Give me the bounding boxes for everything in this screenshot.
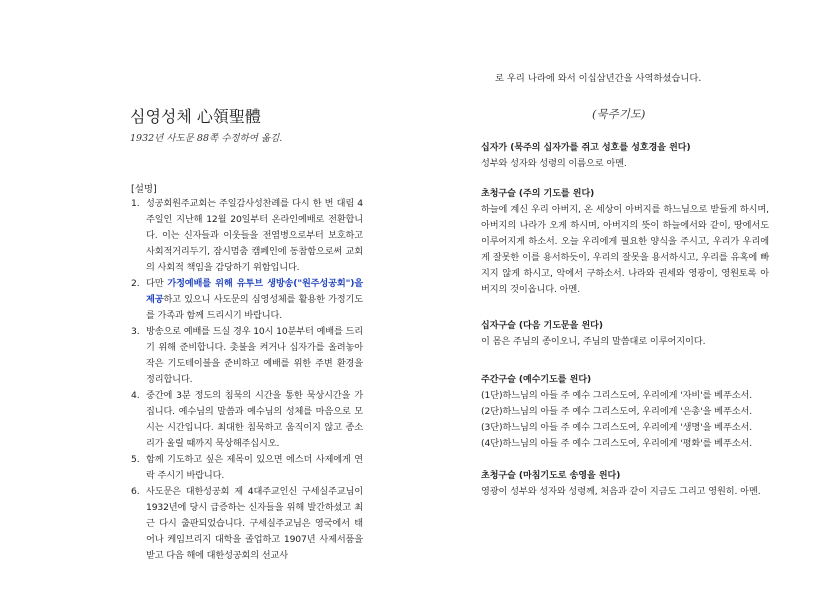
prayer-block-invitatory-1 — [481, 186, 769, 298]
explanation-list — [131, 196, 363, 564]
list-item: 5. 함께 기도하고 싶은 제목이 있으면 에스더 사제에게 연락 주시기 바랍니다. — [131, 454, 363, 481]
list-item: 2. 다만 가정예배를 위해 유투브 생방송("원주성공회")을 제공하고 있으니 사도문의 심영성체를 활용한 가정기도를 가족과 함께 드리시기 바랍니다. — [131, 278, 363, 321]
prayer-block-cross — [481, 140, 769, 172]
prayer-block-invitatory-2 — [481, 468, 769, 500]
block-text: (4단)하느님의 아들 주 예수 그리스도여, 우리에게 '평화'를 베푸소서. — [481, 438, 753, 449]
block-heading: 십자가 (묵주의 십자가를 쥐고 성호를 성호경을 읜다) — [481, 143, 691, 153]
section-heading: [설명] — [131, 184, 157, 195]
block-text: (2단)하느님의 아들 주 예수 그리스도여, 우리에게 '은총'을 베푸소서. — [481, 406, 753, 417]
prayer-block-weeks — [481, 372, 769, 452]
block-heading: 초청구슬 (주의 기도를 읜다) — [481, 189, 595, 199]
block-text: (1단)하느님의 아들 주 예수 그리스도여, 우리에게 '자비'를 베푸소서. — [481, 390, 753, 401]
prayer-block-cruciform — [481, 318, 769, 350]
block-heading: 주간구슬 (예수기도를 읜다) — [481, 375, 592, 385]
highlighted-text: 가정예배를 위해 유투브 생방송("원주성공회")을 제공 — [146, 278, 363, 305]
block-heading: 십자구슬 (다음 기도문을 읜다) — [481, 321, 603, 331]
page-subtitle: 1932년 사도문 88쪽 수정하여 옮김. — [130, 133, 283, 144]
block-text: 성부와 성자와 성령의 이름으로 아멘. — [481, 158, 627, 169]
list-item: 1. 성공회원주교회는 주일감사성찬례를 다시 한 번 대림 4주일인 지난해 12월 20일부터 온라인예배로 전환합니다. 이는 신자들과 이웃들을 전염병으로부터 보호하고 사회적거리두기, 잠시멈춤 캠페인에 동참함으로써 교회의 사회적 책임을 감당하기 위함입니다. — [131, 198, 363, 273]
block-text: 하늘에 계신 우리 아버지, 온 세상이 아버지를 하느님으로 받들게 하시며, 아버지의 나라가 오게 하시며, 아버지의 뜻이 하늘에서와 같이, 땅에서도 이루어지게 하소서. 오늘 우리에게 필요한 양식을 주시고, 우리가 우리에게 잘못한 이를 용서하듯이, 우리의 잘못을 용서하시고, 우리를 유혹에 빠지지 않게 하시고, 악에서 구하소서. 나라와 권세와 영광이, 영원토록 아버지의 것이옵니다. 아멘. — [481, 204, 769, 295]
prayer-title: (묵주기도) — [592, 107, 646, 121]
block-text: 영광이 성부와 성자와 성령께, 처음과 같이 지금도 그리고 영원히. 아멘. — [481, 486, 761, 497]
block-heading: 초청구슬 (마침기도로 송영을 읜다) — [481, 471, 621, 481]
continuation-text: 로 우리 나라에 와서 이십삼년간을 사역하셨습니다. — [495, 73, 702, 84]
list-item: 4. 중간에 3분 정도의 침묵의 시간을 통한 묵상시간을 가집니다. 예수님의 말씀과 예수님의 성체를 마음으로 모시는 시간입니다. 최대한 침묵하고 움직이지 않고 종소리가 울릴 때까지 묵상해주십시오. — [131, 390, 363, 449]
block-text: 이 몸은 주님의 종이오니, 주님의 말씀대로 이루어지이다. — [481, 336, 706, 347]
list-item: 3. 방송으로 예배를 드실 경우 10시 10분부터 예배를 드리기 위해 준비합니다. 촛불을 켜거나 십자가를 올려놓아 작은 기도테이블을 준비하고 예배를 위한 주변 환경을 정리합니다. — [131, 326, 363, 385]
list-item: 6. 사도문은 대한성공회 제 4대주교인신 구세실주교님이 1932년에 당시 급증하는 신자들을 위해 발간하셨고 최근 다시 출판되었습니다. 구세실주교님은 영국에서 태어나 케임브리지 대학을 졸업하고 1907년 사제서품을 받고 다음 해에 대한성공회의 선교사 — [131, 486, 363, 561]
block-text: (3단)하느님의 아들 주 예수 그리스도여, 우리에게 '생명'을 베푸소서. — [481, 422, 753, 433]
page-title: 심영성체 心領聖體 — [130, 107, 261, 126]
